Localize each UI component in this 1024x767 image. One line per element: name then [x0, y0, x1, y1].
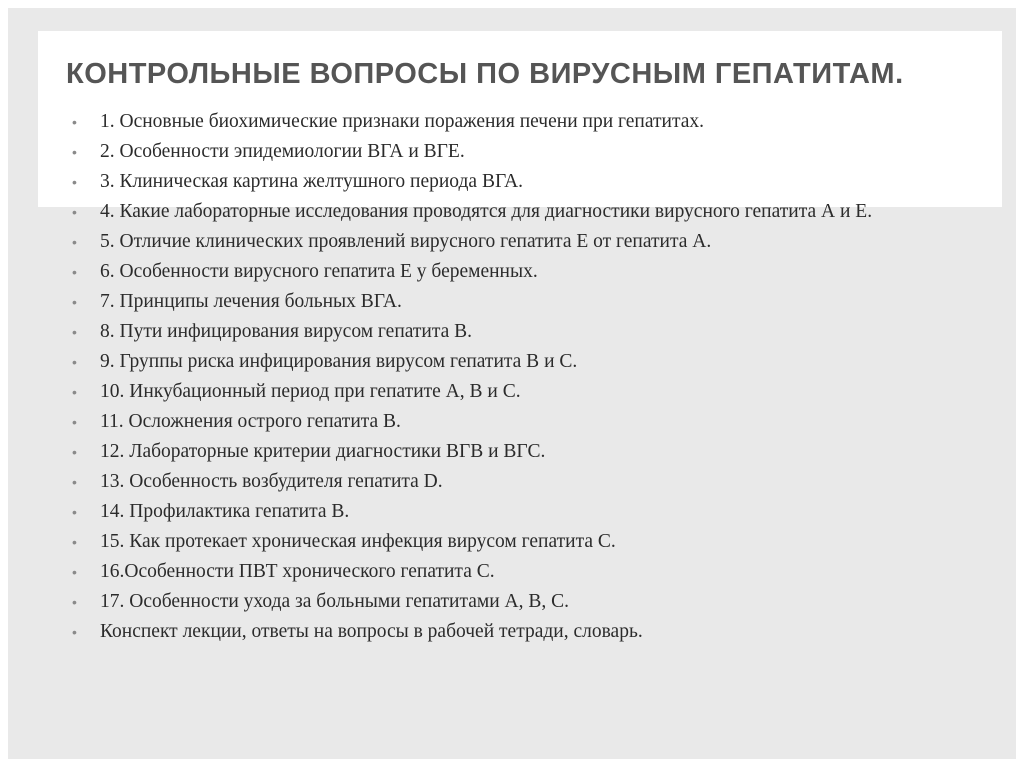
bullet-icon: •: [72, 114, 77, 130]
list-item-text: 13. Особенность возбудителя гепатита D.: [100, 471, 443, 492]
list-item: [72, 380, 952, 404]
bullet-icon: •: [72, 624, 77, 640]
list-item-text: 10. Инкубационный период при гепатите А, В и С.: [100, 381, 521, 402]
slide-title: КОНТРОЛЬНЫЕ ВОПРОСЫ ПО ВИРУСНЫМ ГЕПАТИТАМ.: [66, 58, 904, 90]
list-item: [72, 260, 952, 284]
bullet-icon: •: [72, 204, 77, 220]
list-item-text: 17. Особенности ухода за больными гепатитами А, В, С.: [100, 591, 569, 612]
bullet-icon: •: [72, 594, 77, 610]
bullet-icon: •: [72, 534, 77, 550]
slide: [8, 8, 1016, 759]
list-item-text: 1. Основные биохимические признаки поражения печени при гепатитах.: [100, 111, 704, 132]
list-item-text: 14. Профилактика гепатита В.: [100, 501, 350, 522]
list-item: [72, 440, 952, 464]
bullet-icon: •: [72, 504, 77, 520]
list-item: [72, 170, 952, 194]
list-item-text: 15. Как протекает хроническая инфекция вирусом гепатита С.: [100, 531, 616, 552]
bullet-icon: •: [72, 174, 77, 190]
list-item: [72, 200, 952, 224]
bullet-icon: •: [72, 294, 77, 310]
bullet-icon: •: [72, 354, 77, 370]
list-item-text: 6. Особенности вирусного гепатита Е у беременных.: [100, 261, 538, 282]
list-item: [72, 350, 952, 374]
bullet-icon: •: [72, 444, 77, 460]
list-item: [72, 140, 952, 164]
bullet-icon: •: [72, 564, 77, 580]
list-item-text: Конспект лекции, ответы на вопросы в рабочей тетради, словарь.: [100, 621, 643, 642]
list-item-text: 8. Пути инфицирования вирусом гепатита В.: [100, 321, 473, 342]
list-item: [72, 590, 952, 614]
list-item: [72, 230, 952, 254]
list-item: [72, 500, 952, 524]
list-item: [72, 530, 952, 554]
list-item-text: 3. Клиническая картина желтушного периода ВГА.: [100, 171, 524, 192]
bullet-icon: •: [72, 414, 77, 430]
list-item: [72, 320, 952, 344]
list-item: [72, 290, 952, 314]
bullet-icon: •: [72, 264, 77, 280]
list-item: [72, 410, 952, 434]
list-item-text: 7. Принципы лечения больных ВГА.: [100, 291, 402, 312]
question-list: [72, 110, 952, 650]
bullet-icon: •: [72, 384, 77, 400]
bullet-icon: •: [72, 324, 77, 340]
list-item-text: 4. Какие лабораторные исследования проводятся для диагностики вирусного гепатита А и Е.: [100, 201, 873, 222]
list-item-text: 2. Особенности эпидемиологии ВГА и ВГЕ.: [100, 141, 465, 162]
bullet-icon: •: [72, 474, 77, 490]
bullet-icon: •: [72, 234, 77, 250]
bullet-icon: •: [72, 144, 77, 160]
list-item: [72, 620, 952, 644]
list-item-text: 11. Осложнения острого гепатита В.: [100, 411, 401, 432]
list-item-text: 9. Группы риска инфицирования вирусом гепатита В и С.: [100, 351, 578, 372]
list-item-text: 16.Особенности ПВТ хронического гепатита С.: [100, 561, 495, 582]
list-item: [72, 560, 952, 584]
list-item: [72, 110, 952, 134]
list-item-text: 12. Лабораторные критерии диагностики ВГВ и ВГС.: [100, 441, 546, 462]
list-item-text: 5. Отличие клинических проявлений вирусного гепатита Е от гепатита А.: [100, 231, 712, 252]
list-item: [72, 470, 952, 494]
